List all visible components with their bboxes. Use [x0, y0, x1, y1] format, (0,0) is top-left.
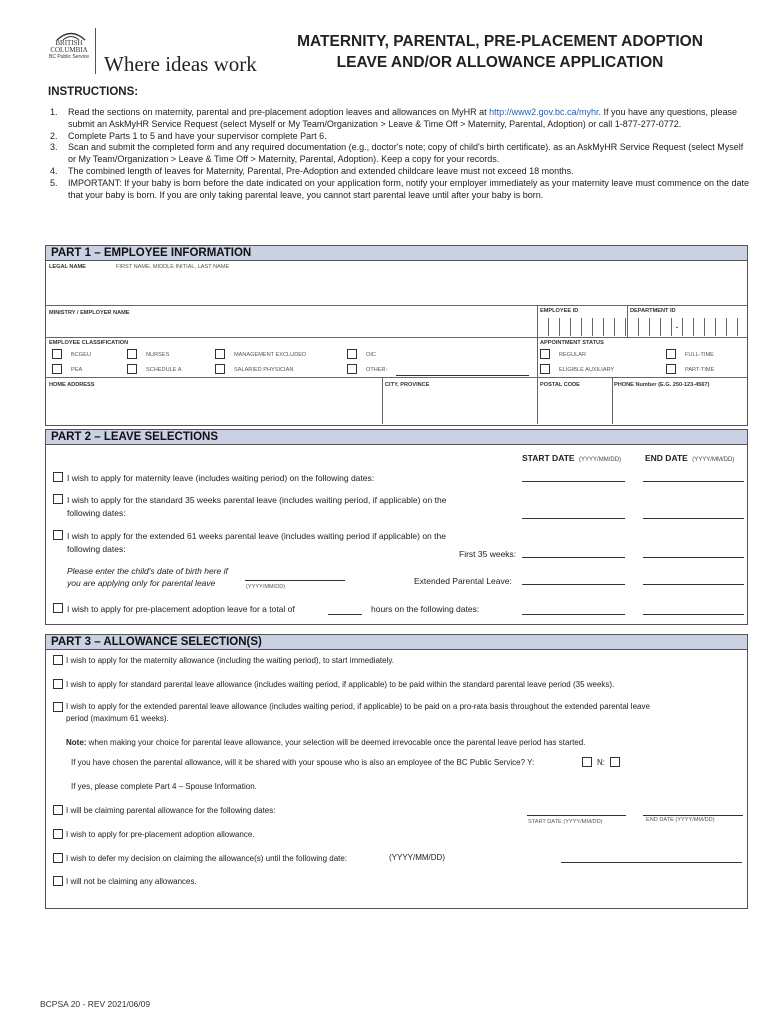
standard-parental-text-2: following dates:: [67, 508, 126, 518]
other-label: OTHER:: [366, 367, 388, 373]
employee-id-input[interactable]: [538, 318, 627, 336]
part2-heading: PART 2 – LEAVE SELECTIONS: [46, 430, 747, 445]
ministry-label: MINISTRY / EMPLOYER NAME: [49, 310, 130, 316]
instruction-number: 3.: [50, 142, 58, 153]
extended-allowance-checkbox[interactable]: [53, 702, 63, 712]
other-input[interactable]: [396, 375, 529, 376]
phone-input[interactable]: [613, 390, 746, 423]
claiming-end-label: END DATE (YYYY/MM/DD): [646, 817, 715, 823]
start-date-label: START DATE: [522, 453, 575, 463]
defer-date-input[interactable]: [561, 862, 742, 863]
extended-leave-label: Extended Parental Leave:: [414, 576, 512, 586]
standard-parental-text: I wish to apply for the standard 35 weeks parental leave (includes waiting period, if applicable) on the: [67, 495, 447, 505]
instruction-text: . If you have any questions, please submit an AskMyHR Service Request (select Myself or My Team/Organization > Leave & Time Off > Maternity, Parental, Adoption) or call 1-877-277-0772.: [68, 107, 738, 129]
home-address-input[interactable]: [46, 390, 381, 423]
part-time-label: PART-TIME: [685, 367, 715, 373]
id-digit-box: [549, 318, 560, 336]
preplacement-hours-input[interactable]: [328, 614, 362, 615]
extended-allowance-text: I wish to apply for the extended parental leave allowance (includes waiting period, if applicable) to be paid on a pro-rata basis throughout the extended parental leave: [66, 702, 650, 711]
first35-label: First 35 weeks:: [459, 549, 517, 559]
maternity-start-input[interactable]: [522, 481, 625, 482]
instruction-text: IMPORTANT: If your baby is born before the date indicated on your application form, notify your employer immediately as your maternity leave must commence on the date that your baby is born. If you are only taking parental leave, you cannot start parental leave until after your baby is born.: [68, 177, 749, 200]
department-id-input[interactable]: [628, 318, 746, 336]
preplacement-leave-text: I wish to apply for pre-placement adoption leave for a total of: [67, 604, 295, 614]
instruction-item: [50, 142, 750, 166]
oic-label: OIC: [366, 352, 376, 358]
legal-name-input[interactable]: [46, 272, 746, 304]
id-digit-box: [560, 318, 571, 336]
logo-line-2: COLUMBIA: [50, 46, 88, 54]
eligible-auxiliary-checkbox[interactable]: [540, 364, 550, 374]
instruction-item: [50, 178, 750, 202]
appointment-label: APPOINTMENT STATUS: [540, 340, 604, 346]
part3-section: [45, 634, 748, 909]
management-excluded-label: MANAGEMENT EXCLUDED: [234, 352, 307, 358]
logo-line-1: BRITISH: [55, 39, 83, 47]
preplacement-leave-checkbox[interactable]: [53, 603, 63, 613]
employee-id-label: EMPLOYEE ID: [540, 308, 579, 314]
postal-code-label: POSTAL CODE: [540, 382, 580, 388]
preplacement-leave-text-2: hours on the following dates:: [371, 604, 480, 614]
instruction-text: The combined length of leaves for Maternity, Parental, Pre-Adoption and extended childcare leave must not exceed 18 months.: [68, 165, 574, 176]
instruction-number: 1.: [50, 107, 58, 117]
part-time-checkbox[interactable]: [666, 364, 676, 374]
salaried-physician-label: SALARIED PHYSICIAN: [234, 367, 294, 373]
defer-checkbox[interactable]: [53, 853, 63, 863]
bc-logo: [45, 40, 93, 61]
extended-end-input[interactable]: [643, 584, 744, 585]
preplacement-start-input[interactable]: [522, 614, 625, 615]
home-address-label: HOME ADDRESS: [49, 382, 95, 388]
first35-start-input[interactable]: [522, 557, 625, 558]
extended-parental-text: I wish to apply for the extended 61 weeks parental leave (includes waiting period if applicable) on the: [67, 531, 446, 541]
schedule-a-label: SCHEDULE A: [146, 367, 182, 373]
first35-end-input[interactable]: [643, 557, 744, 558]
full-time-checkbox[interactable]: [666, 349, 676, 359]
part1-heading: PART 1 – EMPLOYEE INFORMATION: [46, 246, 747, 261]
dept-digit-box: [727, 318, 738, 336]
standard-allowance-checkbox[interactable]: [53, 679, 63, 689]
instruction-text: Complete Parts 1 to 5 and have your supervisor complete Part 6.: [68, 130, 327, 141]
claiming-start-label: START DATE (YYYY/MM/DD): [528, 819, 603, 825]
instruction-item: [50, 107, 750, 131]
management-excluded-checkbox[interactable]: [215, 349, 225, 359]
pea-checkbox[interactable]: [52, 364, 62, 374]
part2-section: [45, 429, 748, 625]
tagline: Where ideas work: [104, 52, 257, 76]
nurses-label: NURSES: [146, 352, 170, 358]
regular-label: REGULAR: [559, 352, 587, 358]
maternity-leave-checkbox[interactable]: [53, 472, 63, 482]
end-date-label: END DATE: [645, 453, 688, 463]
preplacement-allowance-checkbox[interactable]: [53, 829, 63, 839]
id-digit-box: [582, 318, 593, 336]
spouse-no-checkbox[interactable]: [610, 757, 620, 767]
dept-digit-box: [716, 318, 727, 336]
not-claiming-checkbox[interactable]: [53, 876, 63, 886]
id-digit-box: [615, 318, 626, 336]
spouse-question: If you have chosen the parental allowance, will it be shared with your spouse who is also an employee of the BC Public Service? Y:: [71, 758, 535, 767]
instruction-text: Read the sections on maternity, parental and pre-placement adoption leaves and allowances on MyHR at: [68, 107, 490, 117]
logo-divider: [95, 28, 96, 74]
note-label: Note:: [66, 738, 87, 747]
department-id-label: DEPARTMENT ID: [630, 308, 676, 314]
logo-line-3: BC Public Service: [48, 54, 89, 60]
dept-digit-box: [705, 318, 716, 336]
schedule-a-checkbox[interactable]: [127, 364, 137, 374]
oic-checkbox[interactable]: [347, 349, 357, 359]
pea-label: PEA: [71, 367, 83, 373]
start-date-header: [522, 448, 621, 466]
maternity-allowance-text: I wish to apply for the maternity allowance (including the waiting period), to start immediately.: [66, 656, 395, 665]
note-text: when making your choice for parental leave allowance, your selection will be deemed irrevocable once the parental leave period has started.: [86, 738, 586, 747]
maternity-end-input[interactable]: [643, 481, 744, 482]
dept-digit-box: [639, 318, 650, 336]
defer-text: I wish to defer my decision on claiming the allowance(s) until the following date:: [66, 854, 348, 863]
id-digit-box: [593, 318, 604, 336]
legal-name-hint: FIRST NAME, MIDDLE INITIAL, LAST NAME: [116, 264, 230, 270]
eligible-auxiliary-label: ELIGIBLE AUXILIARY: [559, 367, 615, 373]
instruction-number: 2.: [50, 130, 58, 141]
other-checkbox[interactable]: [347, 364, 357, 374]
instructions-list: [50, 107, 750, 201]
instructions-heading: INSTRUCTIONS:: [48, 86, 139, 98]
dept-digit-box: [628, 318, 639, 336]
start-date-format: (YYYY/MM/DD): [579, 457, 622, 463]
instruction-number: 5.: [50, 177, 58, 188]
instruction-item: [50, 131, 750, 143]
dept-dash: -: [675, 322, 679, 332]
part3-heading: PART 3 – ALLOWANCE SELECTION(S): [46, 635, 747, 650]
standard-end-input[interactable]: [643, 518, 744, 519]
phone-label: PHONE Number (E.G. 250-123-4567): [614, 382, 710, 388]
child-birth-date-input[interactable]: [245, 580, 345, 581]
claiming-allowance-checkbox[interactable]: [53, 805, 63, 815]
legal-name-label: LEGAL NAME: [49, 264, 86, 270]
postal-code-input[interactable]: [538, 390, 611, 423]
preplacement-allowance-text: I wish to apply for pre-placement adoption allowance.: [66, 830, 255, 839]
claiming-end-input[interactable]: [643, 815, 743, 816]
instruction-number: 4.: [50, 165, 58, 176]
id-digit-box: [571, 318, 582, 336]
dept-digit-box: [694, 318, 705, 336]
city-input[interactable]: [383, 390, 536, 423]
spouse-followup: If yes, please complete Part 4 – Spouse Information.: [71, 782, 257, 791]
form-code: BCPSA 20 - REV 2021/06/09: [40, 999, 151, 1009]
regular-checkbox[interactable]: [540, 349, 550, 359]
extended-start-input[interactable]: [522, 584, 625, 585]
defer-format: (YYYY/MM/DD): [389, 853, 445, 862]
nurses-checkbox[interactable]: [127, 349, 137, 359]
birth-note-2: you are applying only for parental leave: [67, 578, 216, 588]
full-time-label: FULL-TIME: [685, 352, 714, 358]
title-line-2: LEAVE AND/OR ALLOWANCE APPLICATION: [336, 54, 664, 71]
instruction-text: Scan and submit the completed form and any required documentation (e.g., doctor's note; copy of child's birth certificate). as an AskMyHR Service Request (select Myself or My Team/Organization > Leave & Time Off > Maternity, Parental, Adoption). Keep a copy for your records.: [68, 142, 744, 165]
extended-allowance-text-2: period (maximum 61 weeks).: [66, 714, 169, 723]
claiming-allowance-text: I will be claiming parental allowance for the following dates:: [66, 806, 276, 815]
title-line-1: MATERNITY, PARENTAL, PRE-PLACEMENT ADOPTION: [297, 33, 703, 50]
bcgeu-label: BCGEU: [71, 352, 91, 358]
id-digit-box: [604, 318, 615, 336]
note: [66, 738, 585, 747]
dept-digit-box: [683, 318, 694, 336]
classification-label: EMPLOYEE CLASSIFICATION: [49, 340, 129, 346]
end-date-header: [645, 448, 734, 466]
preplacement-end-input[interactable]: [643, 614, 744, 615]
standard-start-input[interactable]: [522, 518, 625, 519]
dept-digit-box: [650, 318, 661, 336]
not-claiming-text: I will not be claiming any allowances.: [66, 877, 197, 886]
birth-note-1: Please enter the child's date of birth here if: [67, 566, 228, 576]
id-digit-box: [538, 318, 549, 336]
city-label: CITY, PROVINCE: [385, 382, 430, 388]
salaried-physician-checkbox[interactable]: [215, 364, 225, 374]
divider: [46, 305, 747, 306]
form-title: [270, 31, 730, 73]
claiming-start-input[interactable]: [527, 815, 626, 816]
dept-digit-box: [661, 318, 672, 336]
standard-parental-checkbox[interactable]: [53, 494, 63, 504]
dept-digit-box: [672, 318, 683, 336]
divider: [46, 337, 747, 338]
divider: [46, 377, 747, 378]
myhr-link[interactable]: http://www2.gov.bc.ca/myhr: [489, 107, 599, 117]
instruction-item: [50, 166, 750, 178]
bcgeu-checkbox[interactable]: [52, 349, 62, 359]
extended-parental-text-2: following dates:: [67, 544, 126, 554]
extended-parental-checkbox[interactable]: [53, 530, 63, 540]
birth-date-format: (YYYY/MM/DD): [246, 584, 286, 590]
standard-allowance-text: I wish to apply for standard parental leave allowance (includes waiting period, if applicable) to be paid within the standard parental leave period (35 weeks).: [66, 680, 615, 689]
spouse-no-label: N:: [597, 758, 605, 767]
end-date-format: (YYYY/MM/DD): [692, 457, 735, 463]
maternity-leave-text: I wish to apply for maternity leave (includes waiting period) on the following dates:: [67, 473, 375, 483]
spouse-yes-checkbox[interactable]: [582, 757, 592, 767]
ministry-input[interactable]: [46, 318, 536, 336]
maternity-allowance-checkbox[interactable]: [53, 655, 63, 665]
divider: [537, 337, 538, 377]
